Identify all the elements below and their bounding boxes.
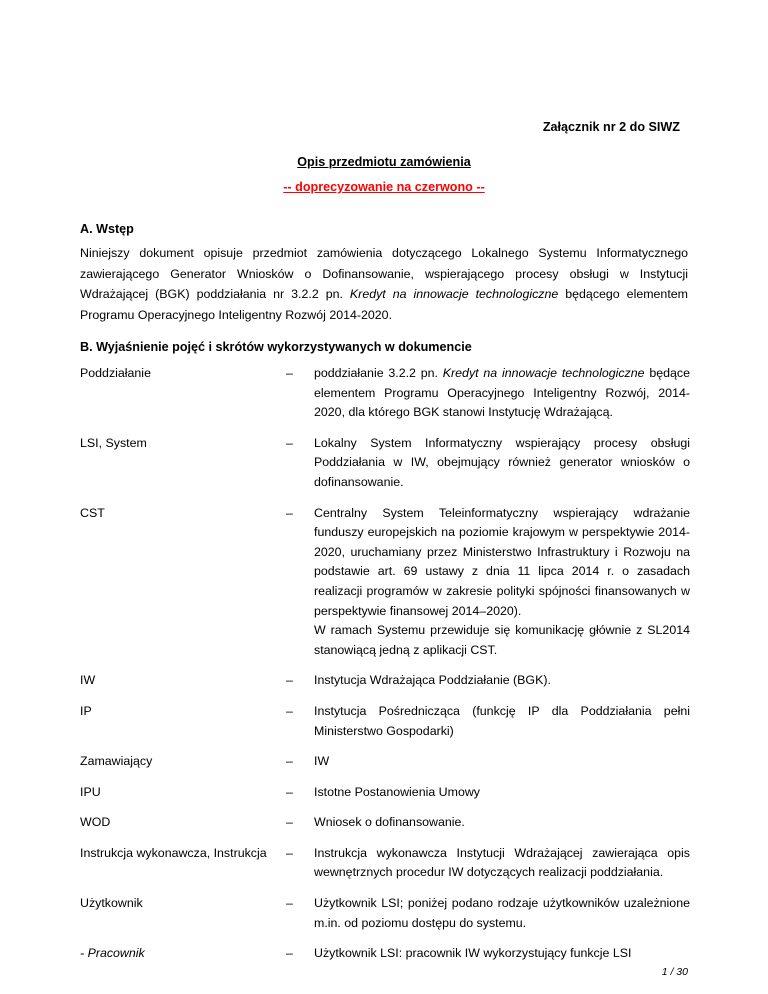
section-b-heading: B. Wyjaśnienie pojęć i skrótów wykorzystywanych w dokumencie xyxy=(80,340,472,354)
definition-row-zamawiajacy xyxy=(80,752,690,772)
definition-description: Wniosek o dofinansowanie. xyxy=(314,815,465,830)
definition-row-iw xyxy=(80,671,690,691)
definition-description: Instytucja Pośrednicząca (funkcję IP dla Poddziałania pełni Ministerstwo Gospodarki) xyxy=(314,703,690,738)
definition-row-ip xyxy=(80,702,690,741)
definition-dash: – xyxy=(286,815,293,830)
definition-term: Użytkownik xyxy=(80,896,143,911)
definition-description: Istotne Postanowienia Umowy xyxy=(314,784,480,799)
desc-part-1: Centralny System Teleinformatyczny wspierający wdrażanie funduszy europejskich na poziomie krajowym w perspektywie 2014-2020, uruchamiany przez Ministerstwo Infrastruktury i Rozwoju na podstawie art. 69 ustawy z dnia 11 lipca 2014 r. o zasadach realizacji programów w zakresie polityki spójności finansowanych w perspektywie finansowej 2014–2020). xyxy=(314,505,690,618)
definition-dash: – xyxy=(286,754,293,769)
definition-row-uzytkownik xyxy=(80,894,690,933)
definition-term: Instrukcja wykonawcza, Instrukcja xyxy=(80,845,267,860)
definition-dash: – xyxy=(286,505,293,520)
definition-row-ipu xyxy=(80,783,690,803)
definition-row-lsi xyxy=(80,434,690,493)
section-a-paragraph xyxy=(80,243,688,325)
definition-dash: – xyxy=(286,703,293,718)
desc-part-2: W ramach Systemu przewiduje się komunikację głównie z SL2014 stanowiącą jedną z aplikacji CST. xyxy=(314,623,690,657)
document-subtitle: -- doprecyzowanie na czerwono -- xyxy=(283,180,485,194)
intro-text-end: będącego elementem Programu Operacyjnego Inteligentny Rozwój 2014-2020. xyxy=(80,287,688,322)
definition-dash: – xyxy=(286,845,293,860)
definition-dash: – xyxy=(286,784,293,799)
intro-text-italic: Kredyt na innowacje technologiczne xyxy=(349,287,559,302)
desc-italic: Kredyt na innowacje technologiczne xyxy=(442,366,645,380)
intro-text-start: Niniejszy dokument opisuje przedmiot zamówienia dotyczącego Lokalnego Systemu Informatycznego zawierającego Generator Wniosków o Dofinansowanie, wspierającego procesy obsługi w Instytucji Wdrażającej (BGK) poddziałania nr 3.2.2 pn. xyxy=(80,246,688,302)
definition-dash: – xyxy=(286,946,293,961)
definitions-list xyxy=(80,364,690,975)
definition-row-poddzialanie xyxy=(80,364,690,423)
definition-term: IPU xyxy=(80,784,101,799)
page-number: 1 / 30 xyxy=(661,966,688,978)
definition-term: WOD xyxy=(80,815,111,830)
definition-term: IP xyxy=(80,703,92,718)
definition-term: CST xyxy=(80,505,105,520)
definition-dash: – xyxy=(286,896,293,911)
definition-dash: – xyxy=(286,366,293,380)
definition-row-pracownik xyxy=(80,944,690,964)
definition-dash: – xyxy=(286,673,293,688)
desc-start: poddziałanie 3.2.2 pn. xyxy=(314,366,443,380)
document-title: Opis przedmiotu zamówienia xyxy=(297,155,471,169)
definition-term: IW xyxy=(80,673,96,688)
definition-row-instrukcja xyxy=(80,844,690,883)
definition-term: Poddziałanie xyxy=(80,366,151,380)
definition-description: Instrukcja wykonawcza Instytucji Wdrażającej zawierająca opis wewnętrznych procedur IW dotyczących realizacji poddziałania. xyxy=(314,845,690,880)
definition-description: Użytkownik LSI; poniżej podano rodzaje użytkowników uzależnione m.in. od poziomu dostępu do systemu. xyxy=(314,896,690,930)
definition-description: Lokalny System Informatyczny wspierający procesy obsługi Poddziałania w IW, obejmujący również generator wniosków o dofinansowanie. xyxy=(314,435,690,489)
definition-row-cst xyxy=(80,504,690,661)
definition-dash: – xyxy=(286,435,293,450)
definition-term: Zamawiający xyxy=(80,754,153,769)
definition-row-wod xyxy=(80,813,690,833)
section-a-heading: A. Wstęp xyxy=(80,222,134,236)
definition-description xyxy=(314,364,690,423)
definition-description: Instytucja Wdrażająca Poddziałanie (BGK). xyxy=(314,673,551,688)
annex-label: Załącznik nr 2 do SIWZ xyxy=(542,120,680,134)
definition-term: - Pracownik xyxy=(80,946,145,961)
definition-description: Użytkownik LSI: pracownik IW wykorzystujący funkcje LSI xyxy=(314,946,632,961)
definition-term: LSI, System xyxy=(80,435,147,450)
definition-description: IW xyxy=(314,754,330,769)
desc-end: będące elementem Programu Operacyjnego Inteligentny Rozwój, 2014-2020, dla którego BGK stanowi Instytucję Wdrażającą. xyxy=(314,366,690,420)
definition-description xyxy=(314,504,690,661)
